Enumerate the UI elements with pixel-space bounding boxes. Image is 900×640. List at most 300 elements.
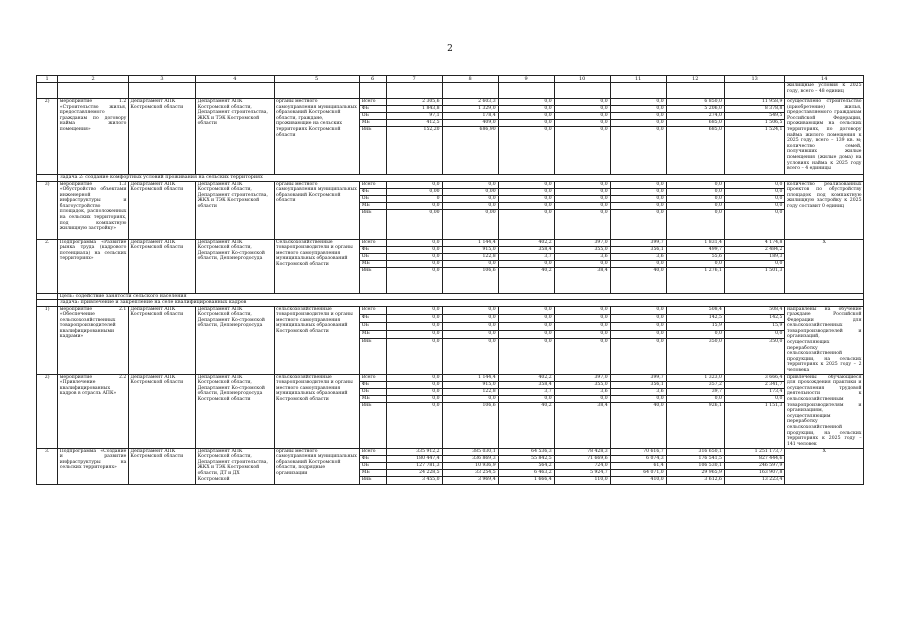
amount-cell: 0,0 xyxy=(610,339,666,374)
funding-source: ФБ xyxy=(359,381,386,388)
amount-cell: 29 965,9 xyxy=(666,469,724,476)
amount-cell: 0,0 xyxy=(610,127,666,175)
amount-cell: 0,0 xyxy=(666,195,724,202)
amount-cell: 0,0 xyxy=(386,246,442,253)
amount-cell: 355,0 xyxy=(554,246,610,253)
amount-cell: 40,2 xyxy=(498,402,554,448)
amount-cell: 122,8 xyxy=(442,253,498,260)
amount-cell: 1 501,3 xyxy=(724,267,785,293)
amount-cell: 385 030,1 xyxy=(442,448,498,455)
header-cell: 11 xyxy=(610,76,666,83)
funding-source: Всего xyxy=(359,239,386,246)
header-cell: 12 xyxy=(666,76,724,83)
amount-cell: 1 524,1 xyxy=(724,127,785,175)
amount-cell: 64 071,0 xyxy=(610,469,666,476)
amount-cell: 0,0 xyxy=(610,314,666,322)
amount-cell: 0,0 xyxy=(554,260,610,267)
amount-cell: 915,0 xyxy=(442,381,498,388)
amount-cell: 355,0 xyxy=(554,381,610,388)
row-number: 2) xyxy=(37,99,58,175)
amount-cell: 110,0 xyxy=(554,476,610,484)
page-number: 2 xyxy=(447,44,453,54)
amount-cell: 358,4 xyxy=(498,246,554,253)
amount-cell: 176 541,5 xyxy=(666,455,724,462)
row-number: 2. xyxy=(37,239,58,293)
amount-cell: 0,0 xyxy=(610,202,666,209)
amount-cell: 2 484,2 xyxy=(724,246,785,253)
participants: Сельскохозяйственные товаропроизводители и органы местного самоуправления муниципальных образований Костромской области xyxy=(274,239,359,293)
participants: сельскохозяйственные товаропроизводители и органы местного самоуправления муниципальных образований Костромской области xyxy=(274,306,359,374)
amount-cell: 0,0 xyxy=(386,314,442,322)
amount-cell: 127 781,3 xyxy=(386,462,442,469)
co-executors: Департамент АПК Костромской области, Департамент строительства, ЖКХ и ТЭК Костромской области, ДТ и ДХ Костромской xyxy=(196,448,274,484)
funding-source: МБ xyxy=(359,395,386,402)
amount-cell: 3,6 xyxy=(554,253,610,260)
header-cell: 8 xyxy=(442,76,498,83)
amount-cell: 180 447,4 xyxy=(386,455,442,462)
amount-cell: 0,00 xyxy=(386,209,442,239)
amount-cell: 410,0 xyxy=(610,476,666,484)
amount-cell: 0 xyxy=(386,195,442,202)
funding-source: ВнБ xyxy=(359,476,386,484)
amount-cell: 0,0 xyxy=(442,331,498,339)
amount-cell: 0,0 xyxy=(442,322,498,330)
amount-cell: 0,0 xyxy=(610,181,666,188)
amount-cell: 38,4 xyxy=(554,402,610,448)
amount-cell: 336 869,3 xyxy=(442,455,498,462)
amount-cell: 0,0 xyxy=(386,331,442,339)
amount-cell: 402,2 xyxy=(498,374,554,381)
amount-cell: 0,0 xyxy=(554,106,610,113)
amount-cell: 0,0 xyxy=(554,195,610,202)
co-executors: Департамент АПК Костромской области, Департамент строительства, ЖКХ и ТЭК Костромской области xyxy=(196,99,274,175)
amount-cell: 0,0 xyxy=(724,209,785,239)
header-cell: 4 xyxy=(196,76,274,83)
responsible-executor: Департамент АПК Костромской области xyxy=(128,374,195,448)
amount-cell: 827 444,6 xyxy=(724,455,785,462)
header-cell: 10 xyxy=(554,76,610,83)
header-cell: 6 xyxy=(359,76,386,83)
amount-cell: 0,0 xyxy=(386,253,442,260)
co-executors: Департамент АПК Костромской области, Департамент строительства, ЖКХ и ТЭК Костромской области xyxy=(196,181,274,239)
amount-cell: 0,0 xyxy=(498,188,554,195)
result-indicator: Х xyxy=(785,239,864,293)
amount-cell: 499,7 xyxy=(666,246,724,253)
amount-cell: 0,0 xyxy=(610,106,666,113)
amount-cell: 356,1 xyxy=(610,246,666,253)
amount-cell: 55,6 xyxy=(666,253,724,260)
amount-cell: 142,5 xyxy=(666,314,724,322)
co-executors: Департамент АПК Костромской области, Департамент Ко-стромской области, Депэнергодосуда xyxy=(196,306,274,374)
amount-cell: 189,3 xyxy=(724,253,785,260)
amount-cell: 40,2 xyxy=(498,267,554,293)
measure-name: мероприятие 2.1 «Обеспечение сельскохозяйственных товаропроизводителей квалифицированными кадрами» xyxy=(58,306,129,374)
amount-cell: 122,8 xyxy=(442,388,498,395)
header-cell: 5 xyxy=(274,76,359,83)
program-line xyxy=(37,239,864,246)
amount-cell: 40,0 xyxy=(610,267,666,293)
row-number: 3. xyxy=(37,448,58,484)
amount-cell: 0,0 xyxy=(610,209,666,239)
amount-cell: 1 831,4 xyxy=(666,239,724,246)
amount-cell: 2 341,7 xyxy=(724,381,785,388)
amount-cell: 356,1 xyxy=(610,381,666,388)
amount-cell: 0,0 xyxy=(442,395,498,402)
amount-cell: 0,0 xyxy=(554,314,610,322)
amount-cell: 0,0 xyxy=(498,209,554,239)
amount-cell: 0,0 xyxy=(498,202,554,209)
amount-cell: 0,0 xyxy=(554,181,610,188)
amount-cell: 926,1 xyxy=(666,402,724,448)
header-row xyxy=(37,76,864,83)
amount-cell: 0,0 xyxy=(666,202,724,209)
amount-cell: 0,0 xyxy=(386,374,442,381)
amount-cell: 0,0 xyxy=(666,260,724,267)
funding-source: Всего xyxy=(359,448,386,455)
amount-cell: 508,4 xyxy=(724,306,785,314)
amount-cell: 173,4 xyxy=(724,388,785,395)
funding-source: ОБ xyxy=(359,462,386,469)
amount-cell: 8 378,8 xyxy=(724,106,785,113)
amount-cell: 0,0 xyxy=(554,331,610,339)
amount-cell: 1 151,3 xyxy=(724,402,785,448)
amount-cell: 64 536,3 xyxy=(498,448,554,455)
amount-cell: 13 223,4 xyxy=(724,476,785,484)
amount-cell: 0,0 xyxy=(724,260,785,267)
amount-cell: 5 206,0 xyxy=(666,106,724,113)
amount-cell: 0,0 xyxy=(498,181,554,188)
amount-cell: 1 323,0 xyxy=(666,374,724,381)
amount-cell: 0,0 xyxy=(442,314,498,322)
amount-cell: 1 666,4 xyxy=(498,476,554,484)
funding-source: МБ xyxy=(359,202,386,209)
amount-cell: 0,0 xyxy=(442,202,498,209)
amount-cell: 0,0 xyxy=(498,113,554,120)
amount-cell: 0,0 xyxy=(498,314,554,322)
amount-cell: 402,2 xyxy=(498,239,554,246)
amount-cell: 0,0 xyxy=(724,331,785,339)
measure-name: мероприятие 2.2 «Привлечение квалифицированных кадров в отрасль АПК» xyxy=(58,374,129,448)
measure-name: мероприятие 1.2 «Строительство жилья, предоставляемого гражданам по договору найма жилого помещения» xyxy=(58,99,129,175)
amount-cell: 685,0 xyxy=(666,127,724,175)
amount-cell: 0,0 xyxy=(610,331,666,339)
amount-cell: 0,0 xyxy=(386,381,442,388)
amount-cell: 0,0 xyxy=(610,195,666,202)
amount-cell: 0,0 xyxy=(554,395,610,402)
amount-cell: 0,0 xyxy=(386,202,442,209)
amount-cell: 0,0 xyxy=(498,395,554,402)
result-indicator: количество реализованных проектов по обустройству площадок под компактную жилищную застройку к 2025 году составит 0 единиц xyxy=(785,181,864,239)
funding-source: ФБ xyxy=(359,246,386,253)
header-cell: 9 xyxy=(498,76,554,83)
amount-cell: 724,0 xyxy=(554,462,610,469)
funding-source: Всего xyxy=(359,99,386,106)
amount-cell: 1 329,0 xyxy=(442,106,498,113)
amount-cell: 0,0 xyxy=(498,260,554,267)
amount-cell: 97,1 xyxy=(386,113,442,120)
amount-cell: 70 616,7 xyxy=(610,448,666,455)
amount-cell: 350,0 xyxy=(666,339,724,374)
participants: органы местного самоуправления муниципальных образований Костромской области, подрядные организации xyxy=(274,448,359,484)
amount-cell: 0,0 xyxy=(554,188,610,195)
amount-cell: 316 650,1 xyxy=(666,448,724,455)
amount-cell: 685,0 xyxy=(666,120,724,127)
funding-source: ФБ xyxy=(359,188,386,195)
amount-cell: 0,0 xyxy=(610,322,666,330)
funding-source: МБ xyxy=(359,120,386,127)
amount-cell: 0,0 xyxy=(498,331,554,339)
amount-cell: 40,0 xyxy=(610,402,666,448)
amount-cell: 0,0 xyxy=(610,188,666,195)
amount-cell: 0,0 xyxy=(724,188,785,195)
amount-cell: 0,0 xyxy=(554,99,610,106)
amount-cell: 564,2 xyxy=(498,462,554,469)
amount-cell: 399,7 xyxy=(610,374,666,381)
amount-cell: 61,4 xyxy=(610,462,666,469)
amount-cell: 178,4 xyxy=(442,113,498,120)
amount-cell: 0,0 xyxy=(610,260,666,267)
amount-cell: 11 958,9 xyxy=(724,99,785,106)
amount-cell: 38,4 xyxy=(554,267,610,293)
amount-cell: 0,0 xyxy=(554,202,610,209)
responsible-executor: Департамент АПК Костромской области xyxy=(128,239,195,293)
row-number: 3) xyxy=(37,181,58,239)
funding-source: Всего xyxy=(359,374,386,381)
header-cell: 2 xyxy=(58,76,129,83)
result-indicator: привлечены обучающиеся для прохождения практики и осуществления трудовой деятельности к сельскохозяйственным товаропроизводителям и организациям, осуществляющим переработку сельскохозяйственной продукции, на сельских территориях к 2025 году – 141 человек xyxy=(786,374,862,447)
funding-source: МБ xyxy=(359,260,386,267)
funding-source: Всего xyxy=(359,306,386,314)
amount-cell: 397,0 xyxy=(554,374,610,381)
amount-cell: 3 612,6 xyxy=(666,476,724,484)
amount-cell: 0,0 xyxy=(386,260,442,267)
amount-cell: 358,4 xyxy=(498,381,554,388)
funding-source: ОБ xyxy=(359,253,386,260)
continued-row xyxy=(37,83,864,99)
header-cell: 1 xyxy=(37,76,58,83)
amount-cell: 1 144,4 xyxy=(442,239,498,246)
amount-cell: 0,0 xyxy=(442,306,498,314)
amount-cell: 0,0 xyxy=(554,306,610,314)
continued-indicator: жилищные условия к 2025 году, всего – 48 единиц xyxy=(785,83,864,99)
amount-cell: 55 842,5 xyxy=(498,455,554,462)
funding-source: ОБ xyxy=(359,113,386,120)
participants: органы местного самоуправления муниципальных образований Костромской области, граждане, проживающие на сельских территориях Костромской области xyxy=(274,99,359,175)
amount-cell: 142,5 xyxy=(724,314,785,322)
funding-source: МБ xyxy=(359,469,386,476)
amount-cell: 106,6 xyxy=(442,402,498,448)
participants: органы местного самоуправления муниципальных образований Костромской области xyxy=(274,181,359,239)
program-line xyxy=(37,374,864,381)
responsible-executor: Департамент АПК Костромской области xyxy=(128,181,195,239)
amount-cell: 246 597,9 xyxy=(724,462,785,469)
amount-cell: 0,00 xyxy=(442,209,498,239)
result-indicator: направлены на обучение граждане Российской Федерации для сельскохозяйственных товаропроизводителей и организаций, осуществляющих переработку сельскохозяйственной продукции, на сельских территориях к 2025 году – 2 человека xyxy=(786,306,862,374)
amount-cell: 399,7 xyxy=(610,239,666,246)
amount-cell: 0,0 xyxy=(386,306,442,314)
amount-cell: 0,0 xyxy=(386,239,442,246)
amount-cell: 0,0 xyxy=(498,306,554,314)
funding-source: ВнБ xyxy=(359,267,386,293)
amount-cell: 0,0 xyxy=(724,202,785,209)
task-2-row-text: Задача 2: создание комфортных условий проживания на сельских территориях xyxy=(58,175,864,182)
amount-cell: 3,6 xyxy=(610,253,666,260)
co-executors: Департамент АПК Костромской области, Департамент Ко-стромской области, Депэнергодосуда xyxy=(196,239,274,293)
funding-source: Всего xyxy=(359,181,386,188)
amount-cell: 6 463,2 xyxy=(498,469,554,476)
measure-name: мероприятие 1.3 «Обустройство объектами инженерной инфраструктуры и благоустройство площадок, расположенных на сельских территориях, под компактную жилищную застройку» xyxy=(58,181,129,239)
amount-cell: 0,0 xyxy=(666,209,724,239)
amount-cell: 2 305,6 xyxy=(386,99,442,106)
amount-cell: 0,0 xyxy=(610,120,666,127)
amount-cell: 357,2 xyxy=(666,381,724,388)
amount-cell: 0,0 xyxy=(724,181,785,188)
row-number: 1) xyxy=(37,306,58,374)
amount-cell: 0,0 xyxy=(610,99,666,106)
amount-cell: 0,00 xyxy=(386,188,442,195)
amount-cell: 0,0 xyxy=(442,339,498,374)
amount-cell: 0,0 xyxy=(554,127,610,175)
co-executors: Департамент АПК Костромской области, Департамент Ко-стромской области, Депэнергодосуда Костромской области xyxy=(196,374,274,448)
amount-cell: 163 907,8 xyxy=(724,469,785,476)
amount-cell: 1 506,5 xyxy=(724,120,785,127)
amount-cell: 78 428,3 xyxy=(554,448,610,455)
amount-cell: 0,0 xyxy=(442,195,498,202)
funding-source: ОБ xyxy=(359,388,386,395)
budget-table xyxy=(36,75,864,485)
amount-cell: 3,7 xyxy=(498,388,554,395)
amount-cell: 3,6 xyxy=(554,388,610,395)
program-line xyxy=(37,448,864,455)
amount-cell: 15,9 xyxy=(724,322,785,330)
amount-cell: 335 912,2 xyxy=(386,448,442,455)
amount-cell: 915,0 xyxy=(442,246,498,253)
amount-cell: 0,0 xyxy=(442,181,498,188)
program-line xyxy=(37,306,864,314)
funding-source: ФБ xyxy=(359,106,386,113)
amount-cell: 0,0 xyxy=(386,322,442,330)
amount-cell: 1 276,1 xyxy=(666,267,724,293)
amount-cell: 350,0 xyxy=(724,339,785,374)
participants: сельскохозяйственные товаропроизводители и органы местного самоуправления муниципальных образований Костромской области xyxy=(274,374,359,448)
amount-cell: 152,20 xyxy=(386,127,442,175)
amount-cell: 0,0 xyxy=(386,267,442,293)
amount-cell: 0,0 xyxy=(554,339,610,374)
amount-cell: 4 174,8 xyxy=(724,239,785,246)
amount-cell: 0,0 xyxy=(498,99,554,106)
task-row-text: Задача: привлечение и закрепление на селе квалифицированных кадров xyxy=(58,300,864,307)
header-cell: 13 xyxy=(724,76,785,83)
amount-cell: 0,0 xyxy=(666,181,724,188)
amount-cell: 0,0 xyxy=(386,395,442,402)
amount-cell: 0,0 xyxy=(610,113,666,120)
amount-cell: 0,0 xyxy=(666,188,724,195)
funding-source: ВнБ xyxy=(359,127,386,175)
responsible-executor: Департамент АПК Костромской области xyxy=(128,99,195,175)
amount-cell: 0,00 xyxy=(442,188,498,195)
amount-cell: 0,0 xyxy=(666,395,724,402)
measure-name: Подпрограмма «Развитие рынка труда (кадрового потенциала) на сельских территориях» xyxy=(58,239,129,293)
amount-cell: 1 251 173,7 xyxy=(724,448,785,455)
row-number: 2) xyxy=(37,374,58,448)
amount-cell: 1 843,8 xyxy=(386,106,442,113)
amount-cell: 274,0 xyxy=(666,113,724,120)
amount-cell: 3 455,0 xyxy=(386,476,442,484)
funding-source: ОБ xyxy=(359,322,386,330)
amount-cell: 24 228,5 xyxy=(386,469,442,476)
funding-source: ОБ xyxy=(359,195,386,202)
amount-cell: 0,0 xyxy=(498,120,554,127)
amount-cell: 6 850,0 xyxy=(666,99,724,106)
amount-cell: 39,7 xyxy=(666,388,724,395)
amount-cell: 0,0 xyxy=(554,120,610,127)
amount-cell: 0,0 xyxy=(498,195,554,202)
funding-source: ФБ xyxy=(359,314,386,322)
header-cell: 14 xyxy=(785,76,864,83)
amount-cell: 5 924,7 xyxy=(554,469,610,476)
header-cell: 3 xyxy=(128,76,195,83)
amount-cell: 0,0 xyxy=(554,322,610,330)
amount-cell: 0,0 xyxy=(498,339,554,374)
amount-cell: 10 936,9 xyxy=(442,462,498,469)
amount-cell: 0,0 xyxy=(386,181,442,188)
amount-cell: 3 666,4 xyxy=(724,374,785,381)
amount-cell: 686,90 xyxy=(442,127,498,175)
program-line xyxy=(37,181,864,188)
funding-source: ВнБ xyxy=(359,402,386,448)
amount-cell: 1 144,4 xyxy=(442,374,498,381)
amount-cell: 0,0 xyxy=(498,127,554,175)
result-indicator: Х xyxy=(785,448,864,484)
amount-cell: 0,0 xyxy=(666,331,724,339)
funding-source: ФБ xyxy=(359,455,386,462)
amount-cell: 106 530,1 xyxy=(666,462,724,469)
amount-cell: 409,0 xyxy=(442,120,498,127)
amount-cell: 0,0 xyxy=(554,113,610,120)
measure-name: Подпрограмма «Создание и развитие инфраструктуры на сельских территориях» xyxy=(58,448,129,484)
amount-cell: 3,6 xyxy=(610,388,666,395)
amount-cell: 3 969,4 xyxy=(442,476,498,484)
amount-cell: 0,0 xyxy=(724,195,785,202)
amount-cell: 412,5 xyxy=(386,120,442,127)
amount-cell: 15,9 xyxy=(666,322,724,330)
funding-source: МБ xyxy=(359,331,386,339)
amount-cell: 508,4 xyxy=(666,306,724,314)
amount-cell: 3,7 xyxy=(498,253,554,260)
header-cell: 7 xyxy=(386,76,442,83)
amount-cell: 6 074,3 xyxy=(610,455,666,462)
funding-source: ВнБ xyxy=(359,339,386,374)
amount-cell: 397,0 xyxy=(554,239,610,246)
responsible-executor: Департамент АПК Костромской области xyxy=(128,306,195,374)
amount-cell: 0,0 xyxy=(442,260,498,267)
amount-cell: 0,0 xyxy=(386,339,442,374)
goal-row-text: Цель: содействие занятости сельского населения xyxy=(58,293,864,300)
amount-cell: 0,0 xyxy=(498,322,554,330)
amount-cell: 0,0 xyxy=(724,395,785,402)
amount-cell: 0,0 xyxy=(554,209,610,239)
responsible-executor: Департамент АПК Костромской области xyxy=(128,448,195,484)
program-line xyxy=(37,99,864,106)
amount-cell: 33 254,5 xyxy=(442,469,498,476)
amount-cell: 0,0 xyxy=(610,306,666,314)
amount-cell: 549,5 xyxy=(724,113,785,120)
result-indicator: осуществлено строительство (приобретение) жилья, предоставляемого гражданам Российской Федерации, проживающим на сельских территориях, по договору найма жилого помещения к 2025 году, всего – 139 кв. м; количество семей, получивших жилые помещения (жилые дома) на условиях найма к 2025 году всего – 4 единицы xyxy=(785,99,864,175)
amount-cell: 0,0 xyxy=(610,395,666,402)
amount-cell: 106,6 xyxy=(442,267,498,293)
amount-cell: 2 603,3 xyxy=(442,99,498,106)
amount-cell: 0,0 xyxy=(386,388,442,395)
